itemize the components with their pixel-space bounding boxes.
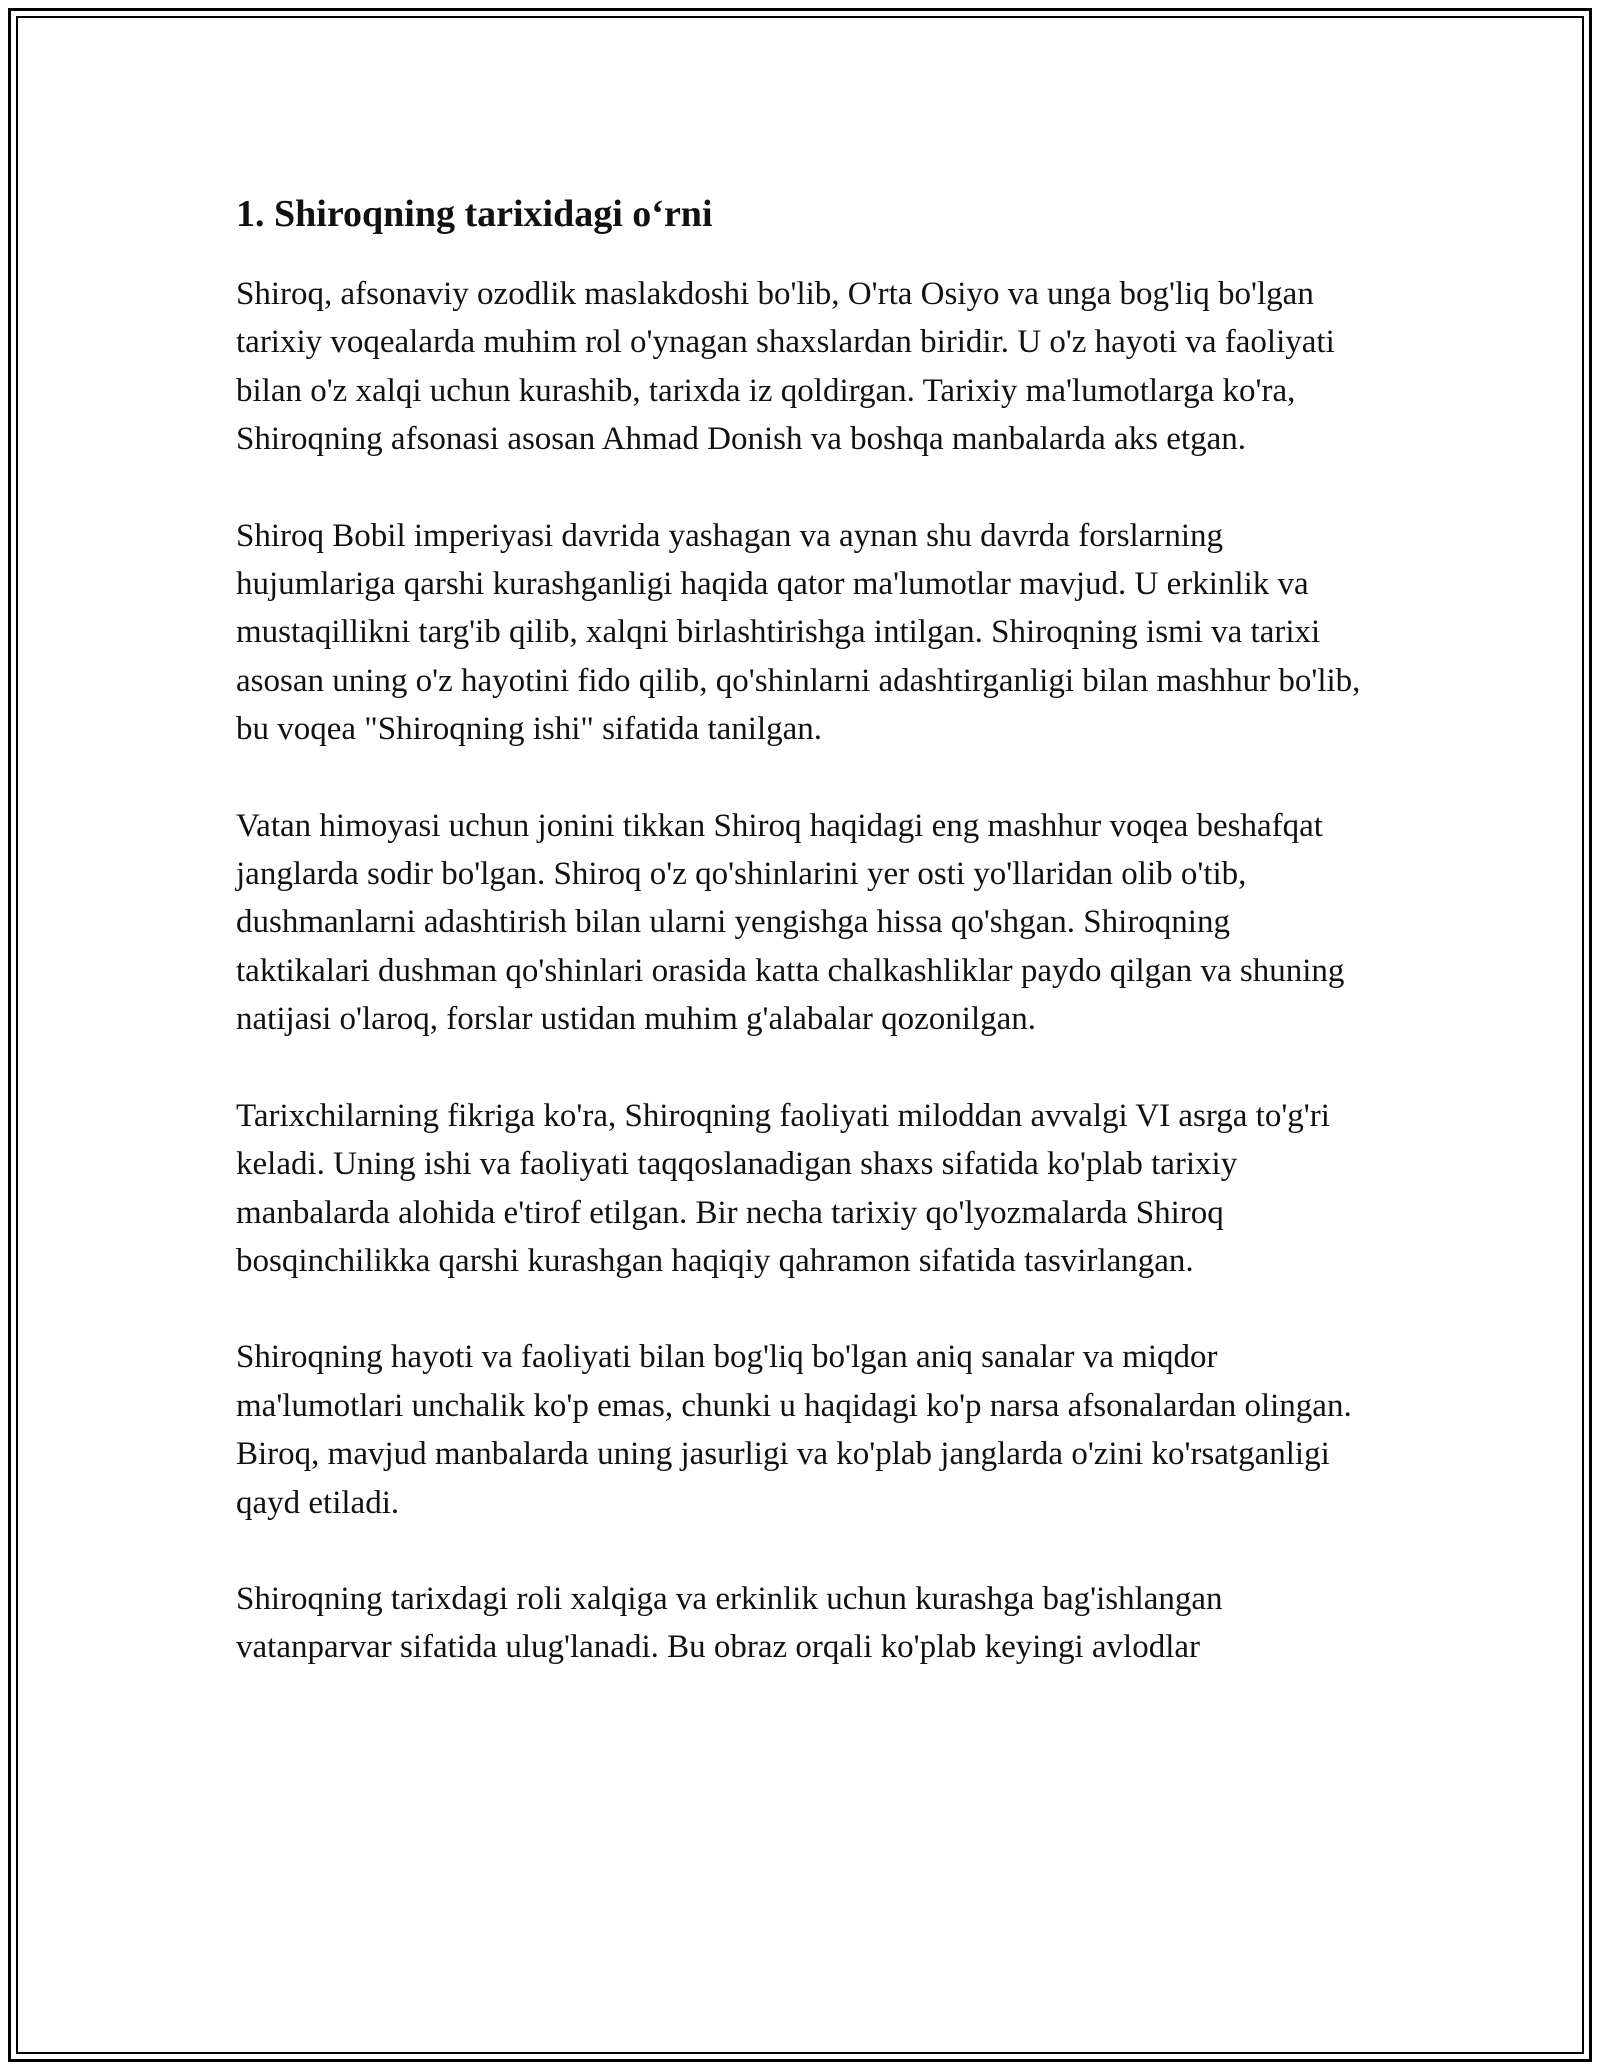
paragraph-6: Shiroqning tarixdagi roli xalqiga va erkinlik uchun kurashga bag'ishlangan vatanparvar sifatida ulug'lanadi. Bu obraz orqali ko'plab keyingi avlodlar — [236, 1580, 1223, 1666]
paragraph-2: Shiroq Bobil imperiyasi davrida yashagan va aynan shu davrda forslarning hujumlariga qarshi kurashganligi haqida qator ma'lumotlar mavjud. U erkinlik va mustaqillikni targ'ib qilib, xalqni birlashtirishga intilgan. Shiroqning ismi va tarixi asosan uning o'z hayotini fido qilib, qo'shinlarni adashtirganligi bilan mashhur bo'lib, bu voqea "Shiroqning ishi" sifatida tanilgan. — [236, 517, 1361, 748]
paragraph-3: Vatan himoyasi uchun jonini tikkan Shiroq haqidagi eng mashhur voqea beshafqat janglarda sodir bo'lgan. Shiroq o'z qo'shinlarini yer osti yo'llaridan olib o'tib, dushmanlarni adashtirish bilan ularni yengishga hissa qo'shgan. Shiroqning taktikalari dushman qo'shinlari orasida katta chalkashliklar paydo qilgan va shuning natijasi o'laroq, forslar ustidan muhim g'alabalar qozonilgan. — [236, 807, 1345, 1038]
paragraph-4: Tarixchilarning fikriga ko'ra, Shiroqning faoliyati miloddan avvalgi VI asrga to'g'ri keladi. Uning ishi va faoliyati taqqoslanadigan shaxs sifatida ko'plab tarixiy manbalarda alohida e'tirof etilgan. Bir necha tarixiy qo'lyozmalarda Shiroq bosqinchilikka qarshi kurashgan haqiqiy qahramon sifatida tasvirlangan. — [236, 1097, 1330, 1279]
document-body — [236, 188, 1370, 1720]
paragraph-5: Shiroqning hayoti va faoliyati bilan bog'liq bo'lgan aniq sanalar va miqdor ma'lumotlari unchalik ko'p emas, chunki u haqidagi ko'p narsa afsonalardan olingan. Biroq, mavjud manbalarda uning jasurligi va ko'plab janglarda o'zini ko'rsatganligi qayd etiladi. — [236, 1339, 1352, 1521]
paragraph-1: Shiroq, afsonaviy ozodlik maslakdoshi bo'lib, O'rta Osiyo va unga bog'liq bo'lgan tarixiy voqealarda muhim rol o'ynagan shaxslardan biridir. U o'z hayoti va faoliyati bilan o'z xalqi uchun kurashib, tarixda iz qoldirgan. Tarixiy ma'lumotlarga ko'ra, Shiroqning afsonasi asosan Ahmad Donish va boshqa manbalarda aks etgan. — [236, 276, 1335, 458]
section-title: 1. Shiroqning tarixidagi o‘rni — [236, 193, 713, 235]
